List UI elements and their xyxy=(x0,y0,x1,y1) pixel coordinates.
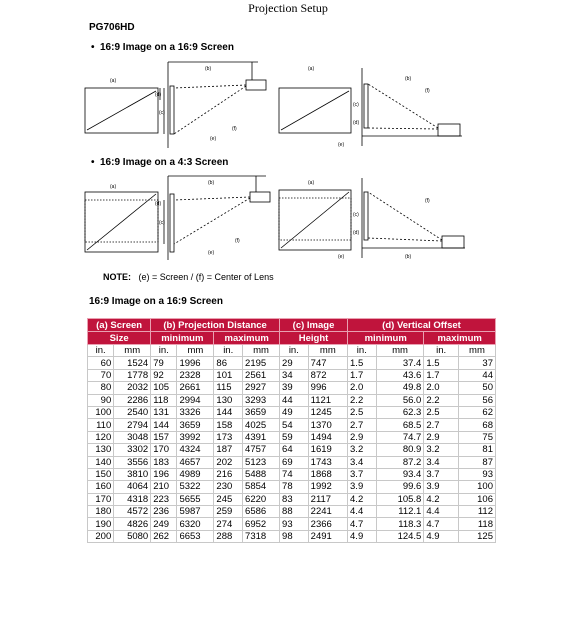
label-b: (b) xyxy=(208,180,215,186)
table-cell: 2661 xyxy=(177,382,214,394)
table-cell: 4757 xyxy=(243,444,280,456)
projector-icon-2 xyxy=(438,124,460,136)
table-cell: 62.3 xyxy=(376,406,424,418)
table-cell: 1494 xyxy=(308,431,347,443)
table-cell: 49 xyxy=(280,406,309,418)
table-cell: 44 xyxy=(280,394,309,406)
screen-diagonal xyxy=(87,91,156,130)
table-cell: 124.5 xyxy=(376,530,424,542)
table-cell: 4025 xyxy=(243,419,280,431)
table-cell: 202 xyxy=(214,456,243,468)
label-e: (e) xyxy=(210,136,217,142)
table-cell: 2540 xyxy=(114,406,151,418)
table-cell: 1.5 xyxy=(348,357,377,369)
table-cell: 106 xyxy=(458,493,495,505)
table-cell: 216 xyxy=(214,468,243,480)
table-cell: 74.7 xyxy=(376,431,424,443)
label-d: (d) xyxy=(155,92,162,98)
table-cell: 101 xyxy=(214,369,243,381)
unit-cell: in. xyxy=(88,345,114,357)
table-row xyxy=(88,419,496,431)
table-cell: 2195 xyxy=(243,357,280,369)
table-cell: 59 xyxy=(280,431,309,443)
label-b-2: (b) xyxy=(405,254,412,260)
projection-ray-bottom-2 xyxy=(368,128,438,129)
table-cell: 4324 xyxy=(177,444,214,456)
table-cell: 150 xyxy=(88,468,114,480)
unit-cell: in. xyxy=(348,345,377,357)
table-cell: 1.7 xyxy=(424,369,459,381)
bullet-marker: • xyxy=(91,42,95,53)
subheader-height: Height xyxy=(280,332,348,345)
table-title: 16:9 Image on a 16:9 Screen xyxy=(89,296,223,307)
screen-side-view-2 xyxy=(364,84,368,128)
table-cell: 39 xyxy=(280,382,309,394)
table-cell: 2794 xyxy=(114,419,151,431)
table-cell: 6653 xyxy=(177,530,214,542)
table-cell: 43.6 xyxy=(376,369,424,381)
label-d-2: (d) xyxy=(353,120,360,126)
table-cell: 34 xyxy=(280,369,309,381)
table-cell: 29 xyxy=(280,357,309,369)
table-cell: 245 xyxy=(214,493,243,505)
table-cell: 4.9 xyxy=(348,530,377,542)
table-cell: 4.4 xyxy=(348,506,377,518)
table-cell: 79 xyxy=(151,357,177,369)
table-cell: 3302 xyxy=(114,444,151,456)
bullet-marker: • xyxy=(91,157,95,168)
label-d-2: (d) xyxy=(353,230,360,236)
table-cell: 4989 xyxy=(177,468,214,480)
section-heading-4-3-screen xyxy=(91,157,228,168)
table-cell: 230 xyxy=(214,481,243,493)
table-cell: 2.7 xyxy=(424,419,459,431)
table-row xyxy=(88,382,496,394)
table-cell: 1.5 xyxy=(424,357,459,369)
table-cell: 50 xyxy=(458,382,495,394)
table-cell: 1245 xyxy=(308,406,347,418)
table-cell: 112 xyxy=(458,506,495,518)
table-cell: 37 xyxy=(458,357,495,369)
table-sub-header-row xyxy=(88,332,496,345)
table-cell: 3.4 xyxy=(424,456,459,468)
table-cell: 56 xyxy=(458,394,495,406)
label-c: (c) xyxy=(159,220,165,226)
unit-cell: mm xyxy=(114,345,151,357)
table-cell: 2.5 xyxy=(348,406,377,418)
table-cell: 1524 xyxy=(114,357,151,369)
header-screen: (a) Screen xyxy=(88,319,151,332)
table-row xyxy=(88,357,496,369)
table-cell: 5123 xyxy=(243,456,280,468)
table-cell: 3556 xyxy=(114,456,151,468)
table-row xyxy=(88,468,496,480)
label-c-2: (c) xyxy=(353,102,359,108)
table-cell: 93 xyxy=(280,518,309,530)
table-cell: 2286 xyxy=(114,394,151,406)
screen-side-view xyxy=(170,86,174,134)
table-cell: 4826 xyxy=(114,518,151,530)
section-title: 16:9 Image on a 16:9 Screen xyxy=(100,42,234,53)
table-cell: 4.4 xyxy=(424,506,459,518)
label-a-2: (a) xyxy=(308,180,315,186)
unit-cell: mm xyxy=(376,345,424,357)
table-cell: 144 xyxy=(151,419,177,431)
table-cell: 3.2 xyxy=(424,444,459,456)
note-text: (e) = Screen / (f) = Center of Lens xyxy=(138,272,274,282)
projection-ray-bottom-2 xyxy=(368,238,442,241)
table-row xyxy=(88,369,496,381)
table-cell: 6586 xyxy=(243,506,280,518)
table-cell: 160 xyxy=(88,481,114,493)
table-cell: 223 xyxy=(151,493,177,505)
section-title: 16:9 Image on a 4:3 Screen xyxy=(100,157,229,168)
table-cell: 131 xyxy=(151,406,177,418)
unit-cell: mm xyxy=(458,345,495,357)
table-cell: 872 xyxy=(308,369,347,381)
table-row xyxy=(88,406,496,418)
table-cell: 125 xyxy=(458,530,495,542)
table-cell: 56.0 xyxy=(376,394,424,406)
table-cell: 54 xyxy=(280,419,309,431)
table-cell: 173 xyxy=(214,431,243,443)
projection-table xyxy=(87,318,496,543)
table-cell: 70 xyxy=(88,369,114,381)
unit-cell: in. xyxy=(280,345,309,357)
table-cell: 120 xyxy=(88,431,114,443)
table-cell: 4.7 xyxy=(348,518,377,530)
unit-cell: in. xyxy=(151,345,177,357)
table-cell: 93.4 xyxy=(376,468,424,480)
table-cell: 2032 xyxy=(114,382,151,394)
table-cell: 86 xyxy=(214,357,243,369)
table-cell: 4391 xyxy=(243,431,280,443)
table-cell: 60 xyxy=(88,357,114,369)
table-row xyxy=(88,530,496,542)
table-cell: 118 xyxy=(458,518,495,530)
unit-cell: mm xyxy=(308,345,347,357)
table-cell: 90 xyxy=(88,394,114,406)
label-a: (a) xyxy=(110,78,117,84)
table-cell: 3.9 xyxy=(424,481,459,493)
table-cell: 4.2 xyxy=(348,493,377,505)
table-cell: 5854 xyxy=(243,481,280,493)
table-cell: 49.8 xyxy=(376,382,424,394)
table-cell: 2561 xyxy=(243,369,280,381)
table-cell: 3.4 xyxy=(348,456,377,468)
table-cell: 3293 xyxy=(243,394,280,406)
table-cell: 87.2 xyxy=(376,456,424,468)
table-cell: 118 xyxy=(151,394,177,406)
table-cell: 7318 xyxy=(243,530,280,542)
unit-cell: mm xyxy=(177,345,214,357)
table-cell: 80.9 xyxy=(376,444,424,456)
note-label: NOTE: xyxy=(103,272,131,282)
table-cell: 2.2 xyxy=(348,394,377,406)
table-cell: 2241 xyxy=(308,506,347,518)
table-cell: 69 xyxy=(280,456,309,468)
table-cell: 3659 xyxy=(243,406,280,418)
table-cell: 130 xyxy=(214,394,243,406)
label-a: (a) xyxy=(110,184,117,190)
table-row xyxy=(88,394,496,406)
table-cell: 3048 xyxy=(114,431,151,443)
table-cell: 2491 xyxy=(308,530,347,542)
table-cell: 2.9 xyxy=(424,431,459,443)
table-unit-row xyxy=(88,345,496,357)
table-cell: 1992 xyxy=(308,481,347,493)
table-cell: 170 xyxy=(151,444,177,456)
table-cell: 183 xyxy=(151,456,177,468)
header-projection-distance: (b) Projection Distance xyxy=(151,319,280,332)
table-cell: 5655 xyxy=(177,493,214,505)
table-cell: 37.4 xyxy=(376,357,424,369)
label-d: (d) xyxy=(155,201,162,207)
table-cell: 747 xyxy=(308,357,347,369)
table-cell: 100 xyxy=(88,406,114,418)
section-heading-16-9-screen xyxy=(91,42,234,53)
table-cell: 4318 xyxy=(114,493,151,505)
label-b-2: (b) xyxy=(405,76,412,82)
table-cell: 6952 xyxy=(243,518,280,530)
table-cell: 3.7 xyxy=(424,468,459,480)
table-cell: 44 xyxy=(458,369,495,381)
subheader-size: Size xyxy=(88,332,151,345)
table-cell: 2927 xyxy=(243,382,280,394)
table-cell: 2.2 xyxy=(424,394,459,406)
label-c: (c) xyxy=(159,110,165,116)
label-a-2: (a) xyxy=(308,66,315,72)
table-cell: 78 xyxy=(280,481,309,493)
table-cell: 157 xyxy=(151,431,177,443)
table-cell: 3810 xyxy=(114,468,151,480)
table-cell: 2994 xyxy=(177,394,214,406)
label-e-2: (e) xyxy=(338,142,345,148)
table-cell: 170 xyxy=(88,493,114,505)
ceiling-mount-diagram-16-9 xyxy=(80,58,470,153)
table-cell: 259 xyxy=(214,506,243,518)
table-cell: 3659 xyxy=(177,419,214,431)
screen-side-view-2 xyxy=(364,192,368,240)
label-b: (b) xyxy=(205,66,212,72)
table-cell: 288 xyxy=(214,530,243,542)
header-vertical-offset: (d) Vertical Offset xyxy=(348,319,496,332)
table-cell: 196 xyxy=(151,468,177,480)
table-cell: 1868 xyxy=(308,468,347,480)
table-cell: 3326 xyxy=(177,406,214,418)
table-row xyxy=(88,493,496,505)
subheader-distance-max: maximum xyxy=(214,332,280,345)
projection-ray-top xyxy=(174,197,250,200)
table-cell: 274 xyxy=(214,518,243,530)
table-cell: 118.3 xyxy=(376,518,424,530)
table-cell: 2.9 xyxy=(348,431,377,443)
table-cell: 2328 xyxy=(177,369,214,381)
table-cell: 100 xyxy=(458,481,495,493)
table-cell: 180 xyxy=(88,506,114,518)
table-cell: 2.7 xyxy=(348,419,377,431)
table-cell: 99.6 xyxy=(376,481,424,493)
table-cell: 68.5 xyxy=(376,419,424,431)
table-row xyxy=(88,456,496,468)
table-cell: 262 xyxy=(151,530,177,542)
table-cell: 2.0 xyxy=(348,382,377,394)
table-cell: 4572 xyxy=(114,506,151,518)
screen-diagonal-2 xyxy=(281,91,349,130)
ceiling-mount-diagram-4-3 xyxy=(80,172,470,264)
label-f: (f) xyxy=(235,238,240,244)
table-cell: 2366 xyxy=(308,518,347,530)
subheader-distance-min: minimum xyxy=(151,332,214,345)
table-row xyxy=(88,444,496,456)
table-cell: 4064 xyxy=(114,481,151,493)
unit-cell: mm xyxy=(243,345,280,357)
table-cell: 996 xyxy=(308,382,347,394)
table-cell: 115 xyxy=(214,382,243,394)
table-row xyxy=(88,518,496,530)
table-group-header-row xyxy=(88,319,496,332)
image-area-2 xyxy=(279,198,351,240)
projector-icon xyxy=(246,80,266,90)
table-cell: 6320 xyxy=(177,518,214,530)
table-cell: 1619 xyxy=(308,444,347,456)
table-cell: 75 xyxy=(458,431,495,443)
table-cell: 187 xyxy=(214,444,243,456)
table-cell: 130 xyxy=(88,444,114,456)
table-cell: 83 xyxy=(280,493,309,505)
table-cell: 6220 xyxy=(243,493,280,505)
table-row xyxy=(88,506,496,518)
table-cell: 92 xyxy=(151,369,177,381)
projector-icon-2 xyxy=(442,236,464,248)
table-cell: 5488 xyxy=(243,468,280,480)
table-cell: 105.8 xyxy=(376,493,424,505)
table-cell: 62 xyxy=(458,406,495,418)
table-row xyxy=(88,431,496,443)
table-cell: 3.7 xyxy=(348,468,377,480)
table-cell: 3.9 xyxy=(348,481,377,493)
table-cell: 249 xyxy=(151,518,177,530)
table-cell: 1996 xyxy=(177,357,214,369)
note xyxy=(103,272,274,282)
unit-cell: in. xyxy=(424,345,459,357)
table-cell: 110 xyxy=(88,419,114,431)
table-cell: 98 xyxy=(280,530,309,542)
table-cell: 1.7 xyxy=(348,369,377,381)
model-name: PG706HD xyxy=(89,22,135,33)
table-cell: 74 xyxy=(280,468,309,480)
table-cell: 200 xyxy=(88,530,114,542)
label-f-2: (f) xyxy=(425,198,430,204)
table-cell: 80 xyxy=(88,382,114,394)
table-cell: 4.7 xyxy=(424,518,459,530)
table-cell: 5987 xyxy=(177,506,214,518)
table-cell: 93 xyxy=(458,468,495,480)
table-cell: 105 xyxy=(151,382,177,394)
label-c-2: (c) xyxy=(353,212,359,218)
table-cell: 64 xyxy=(280,444,309,456)
table-cell: 140 xyxy=(88,456,114,468)
table-cell: 5322 xyxy=(177,481,214,493)
table-cell: 88 xyxy=(280,506,309,518)
table-cell: 2117 xyxy=(308,493,347,505)
label-f: (f) xyxy=(232,126,237,132)
table-cell: 236 xyxy=(151,506,177,518)
table-cell: 1121 xyxy=(308,394,347,406)
subheader-offset-min: minimum xyxy=(348,332,424,345)
projection-ray-top-2 xyxy=(368,192,442,240)
table-cell: 5080 xyxy=(114,530,151,542)
table-cell: 158 xyxy=(214,419,243,431)
label-e-2: (e) xyxy=(338,254,345,260)
table-cell: 87 xyxy=(458,456,495,468)
label-e: (e) xyxy=(208,250,215,256)
screen-side-view xyxy=(170,194,174,252)
unit-cell: in. xyxy=(214,345,243,357)
table-cell: 112.1 xyxy=(376,506,424,518)
table-cell: 1370 xyxy=(308,419,347,431)
subheader-offset-max: maximum xyxy=(424,332,496,345)
projector-icon xyxy=(250,192,270,202)
table-cell: 210 xyxy=(151,481,177,493)
table-cell: 1743 xyxy=(308,456,347,468)
table-cell: 68 xyxy=(458,419,495,431)
table-cell: 1778 xyxy=(114,369,151,381)
table-cell: 4657 xyxy=(177,456,214,468)
table-cell: 4.9 xyxy=(424,530,459,542)
table-cell: 81 xyxy=(458,444,495,456)
table-cell: 2.0 xyxy=(424,382,459,394)
label-f-2: (f) xyxy=(425,88,430,94)
image-area xyxy=(85,200,158,242)
header-image-height: (c) Image xyxy=(280,319,348,332)
table-cell: 144 xyxy=(214,406,243,418)
table-cell: 3992 xyxy=(177,431,214,443)
table-cell: 190 xyxy=(88,518,114,530)
projection-ray-top xyxy=(174,85,246,88)
table-cell: 3.2 xyxy=(348,444,377,456)
page-title: Projection Setup xyxy=(248,1,328,15)
table-cell: 2.5 xyxy=(424,406,459,418)
table-row xyxy=(88,481,496,493)
table-cell: 4.2 xyxy=(424,493,459,505)
